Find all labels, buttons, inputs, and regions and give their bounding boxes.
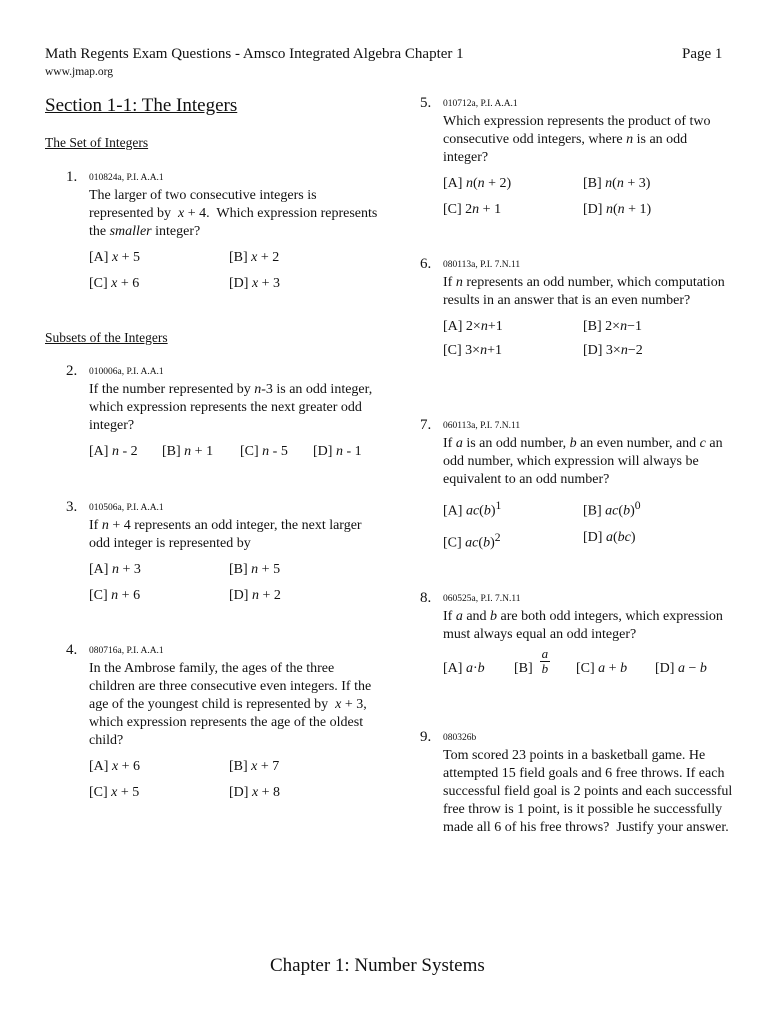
section-title: Section 1-1: The Integers [45, 95, 238, 116]
question-8-choices [443, 646, 733, 686]
choice-d[interactable]: [D] n - 1 [313, 444, 362, 459]
choice-b[interactable]: [B] n + 5 [229, 562, 281, 577]
question-2-choices [89, 443, 379, 469]
question-5 [443, 98, 733, 227]
question-8 [443, 593, 733, 686]
choice-b[interactable]: [B] n + 1 [162, 444, 214, 459]
question-6-number: 6. [420, 256, 432, 272]
choice-c[interactable]: [C] 3×n+1 [443, 343, 502, 358]
question-2-code: 010006a, P.I. A.A.1 [89, 367, 164, 377]
question-8-number: 8. [420, 590, 432, 606]
question-7-code: 060113a, P.I. 7.N.11 [443, 421, 521, 431]
choice-b[interactable]: [B] x + 7 [229, 759, 280, 774]
question-5-text: Which expression represents the product of two consecutive odd integers, where n is an odd integer? [443, 114, 711, 165]
question-8-code: 060525a, P.I. 7.N.11 [443, 594, 521, 604]
question-3-choices [89, 561, 379, 613]
choice-c[interactable]: [C] n - 5 [240, 444, 288, 459]
question-6-code: 080113a, P.I. 7.N.11 [443, 260, 521, 270]
choice-c[interactable]: [C] n + 6 [89, 588, 141, 603]
question-4-choices [89, 758, 379, 810]
question-1-code: 010824a, P.I. A.A.1 [89, 173, 164, 183]
subhead-set-of-integers: The Set of Integers [45, 135, 149, 150]
choice-a[interactable]: [A] 2×n+1 [443, 319, 503, 334]
question-9 [443, 732, 733, 837]
choice-c[interactable]: [C] $ac(b)^2$ [443, 531, 501, 551]
question-8-text: If a and b are both odd integers, which expression must always equal an odd integer? [443, 609, 723, 642]
choice-d[interactable]: [D] n + 2 [229, 588, 281, 603]
choice-b[interactable]: [B] 2×n−1 [583, 319, 642, 334]
choice-a[interactable]: [A] x + 5 [89, 250, 141, 265]
question-9-number: 9. [420, 729, 432, 745]
fraction-numerator: a [541, 646, 549, 662]
choice-d[interactable]: [D] x + 8 [229, 785, 281, 800]
choice-c[interactable]: [C] x + 5 [89, 785, 140, 800]
question-2-text: If the number represented by n-3 is an odd integer, which expression represents the next greater odd integer? [89, 382, 373, 433]
question-6-choices [443, 318, 733, 366]
question-4 [89, 645, 379, 810]
question-4-text: In the Ambrose family, the ages of the three children are three consecutive even integers. If the age of the youngest child is represented by x + 3, which expression represents the age of the oldest child? [89, 661, 372, 748]
question-5-number: 5. [420, 95, 432, 111]
choice-a[interactable]: [A] a·b [443, 661, 485, 676]
question-1-number: 1. [66, 169, 78, 185]
choice-a[interactable]: [A] n - 2 [89, 444, 138, 459]
choice-b[interactable] [514, 646, 550, 678]
question-5-code: 010712a, P.I. A.A.1 [443, 99, 518, 109]
question-4-number: 4. [66, 642, 78, 658]
question-3-code: 010506a, P.I. A.A.1 [89, 503, 164, 513]
choice-d[interactable]: [D] x + 3 [229, 276, 281, 291]
question-3 [89, 502, 379, 613]
footer-chapter: Chapter 1: Number Systems [270, 955, 485, 976]
choice-b[interactable]: [B] n(n + 3) [583, 176, 651, 191]
choice-c[interactable]: [C] 2n + 1 [443, 202, 502, 217]
choice-a[interactable]: [A] $ac(b)^1$ [443, 499, 502, 519]
question-1-choices [89, 249, 379, 301]
question-7 [443, 420, 733, 555]
choice-a[interactable]: [A] x + 6 [89, 759, 141, 774]
question-9-code: 080326b [443, 733, 477, 743]
choice-c[interactable]: [C] a + b [576, 661, 628, 676]
choice-d[interactable]: [D] a(bc) [583, 530, 636, 545]
fraction-denominator: b [541, 661, 549, 677]
choice-c[interactable]: [C] x + 6 [89, 276, 140, 291]
question-7-text: If a is an odd number, b an even number, and c an odd number, which expression will always be equivalent to an odd number? [443, 436, 723, 487]
choice-b[interactable]: [B] x + 2 [229, 250, 280, 265]
choice-d[interactable]: [D] 3×n−2 [583, 343, 643, 358]
choice-b[interactable]: [B] $ac(b)^0$ [583, 499, 641, 519]
question-1 [89, 172, 379, 301]
question-6 [443, 259, 733, 366]
choice-d[interactable]: [D] a − b [655, 661, 707, 676]
question-6-text: If n represents an odd number, which computation results in an answer that is an even number? [443, 275, 725, 308]
question-9-text: Tom scored 23 points in a basketball game. He attempted 15 field goals and 6 free throws. If each successful field goal is 2 points and each successful free throw is 1 point, is it possible he successfully made all 6 of his free throws? Justify your answer. [443, 748, 733, 835]
choice-b-label: [B] [514, 661, 533, 676]
question-2 [89, 366, 379, 469]
choice-a[interactable]: [A] n + 3 [89, 562, 141, 577]
question-3-number: 3. [66, 499, 78, 515]
question-3-text: If n + 4 represents an odd integer, the next larger odd integer is represented by [89, 518, 362, 551]
question-7-choices [443, 497, 733, 555]
choice-d[interactable]: [D] n(n + 1) [583, 202, 652, 217]
question-4-code: 080716a, P.I. A.A.1 [89, 646, 164, 656]
question-2-number: 2. [66, 363, 78, 379]
subhead-subsets: Subsets of the Integers [45, 330, 168, 345]
page-number: Page 1 [682, 46, 723, 62]
site-url: www.jmap.org [45, 66, 114, 78]
question-1-text: The larger of two consecutive integers is represented by x + 4. Which expression represents the smaller integer? [89, 188, 378, 239]
fraction-a-over-b [540, 647, 551, 676]
question-5-choices [443, 175, 733, 227]
header-title: Math Regents Exam Questions - Amsco Integrated Algebra Chapter 1 [45, 46, 464, 62]
question-7-number: 7. [420, 417, 432, 433]
choice-a[interactable]: [A] n(n + 2) [443, 176, 512, 191]
